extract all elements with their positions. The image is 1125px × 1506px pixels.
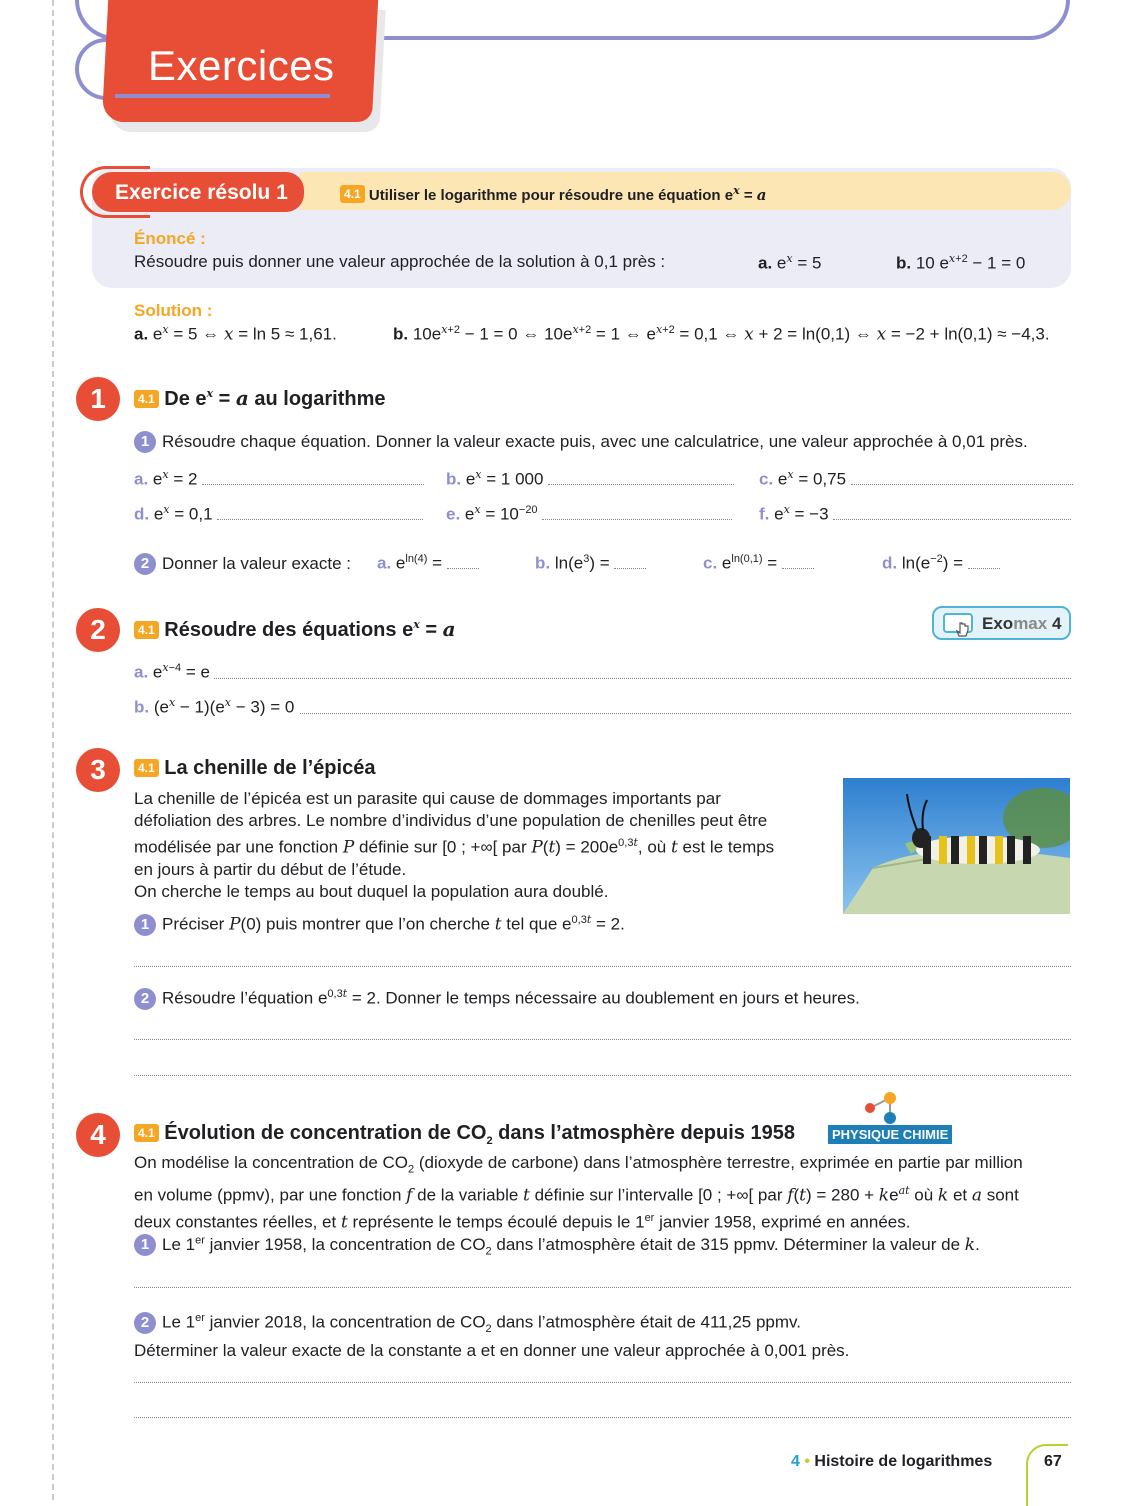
exomax-label: Exomax 4 xyxy=(982,614,1062,633)
question-1: 1 Résoudre chaque équation. Donner la valeur exacte puis, avec une calculatrice, une valeur approchée à 0,01 près. xyxy=(134,431,1028,453)
caterpillar-photo xyxy=(843,778,1070,914)
item-a: a. $e^{x-4} = e$ xyxy=(134,661,210,682)
answer-line[interactable] xyxy=(851,470,1073,485)
answer-line[interactable] xyxy=(134,1039,1071,1040)
answer-line[interactable] xyxy=(134,1382,1071,1383)
exercise-title: 4.1 De $e^x = a$ au logarithme xyxy=(134,386,386,411)
exercise-title: 4.1 Évolution de concentration de $CO_2$ dans l’atmosphère depuis 1958 xyxy=(134,1122,795,1147)
solved-exercise-subtitle: 4.1 Utiliser le logarithme pour résoudre une équation $e^x = a$ xyxy=(340,184,767,204)
skill-badge: 4.1 xyxy=(134,759,159,777)
solution-heading: Solution : xyxy=(134,301,213,320)
physique-chimie-badge: PHYSIQUE CHIMIE xyxy=(828,1125,952,1144)
exercise-title: 4.1 La chenille de l’épicéa xyxy=(134,757,375,780)
item-b: b. $(e^x - 1)(e^x - 3) = 0$ xyxy=(134,696,295,717)
answer-line[interactable] xyxy=(614,554,646,569)
answer-line[interactable] xyxy=(134,966,1071,967)
touchscreen-icon xyxy=(942,612,976,638)
exercise-statement: On modélise la concentration de $CO_2$ (dioxyde de carbone) dans l’atmosphère terrestre, exprimée en partie par million en volume (ppmv), par une fonction f de la variable t définie sur l’intervalle [0 ; +∞[ par $f(t) = 280 + ke^{at}$ où k et a sont deux constantes réelles, et t représente le temps écoulé depuis le 1er janvier 1958, exprimé en années. xyxy=(134,1153,1023,1233)
exercise-number: 2 xyxy=(76,608,120,652)
answer-line[interactable] xyxy=(548,470,734,485)
page-number: 67 xyxy=(1044,1453,1062,1470)
answer-line[interactable] xyxy=(300,713,1071,714)
solution-b: b. $10e^{x+2} - 1 = 0$ ⇔ $10e^{x+2} = 1$ ⇔ $e^{x+2} = 0,1$ ⇔ x + 2 = ln(0,1) ⇔ x = −2 + ln(0,1) ≈ −4,3. xyxy=(393,323,1050,345)
enonce-b: b. 10 $e^{x+2} - 1 = 0$ xyxy=(896,252,1026,273)
enonce-heading: Énoncé : xyxy=(134,229,206,248)
item-e: e. $e^x = 10^{-20}$ xyxy=(446,503,732,525)
answer-line[interactable] xyxy=(134,1417,1071,1418)
solution-a: a. $e^x = 5$ ⇔ x = ln 5 ≈ 1,61. xyxy=(134,323,337,345)
exercise-number: 4 xyxy=(76,1113,120,1157)
question-2: 2 Le 1er janvier 2018, la concentration de $CO_2$ dans l’atmosphère était de 411,25 ppmv. Déterminer la valeur exacte de la constante a et en donner une valeur approchée à 0,001 près. xyxy=(134,1312,850,1361)
footer-chapter: 4 • Histoire de logarithmes xyxy=(791,1453,993,1470)
question-1: 1 Le 1er janvier 1958, la concentration de $CO_2$ dans l’atmosphère était de 315 ppmv. Déterminer la valeur de k. xyxy=(134,1234,980,1257)
answer-line[interactable] xyxy=(202,470,424,485)
skill-badge: 4.1 xyxy=(134,1124,159,1142)
item-2a: a. $e^{ln(4)}$ = xyxy=(377,553,479,574)
skill-badge: 4.1 xyxy=(134,390,159,408)
answer-line[interactable] xyxy=(217,505,423,520)
answer-line[interactable] xyxy=(447,554,479,569)
item-2c: c. $e^{ln(0,1)}$ = xyxy=(703,553,814,574)
question-2: 2 Donner la valeur exacte : xyxy=(134,553,351,575)
enonce-a: a. $e^x = 5$ xyxy=(758,252,822,273)
margin-dash-line xyxy=(52,0,54,1500)
page-title: Exercices xyxy=(148,42,335,89)
item-d: d. $e^x = 0,1$ xyxy=(134,503,423,525)
item-c: c. $e^x = 0,75$ xyxy=(759,468,1073,490)
answer-line[interactable] xyxy=(134,1287,1071,1288)
question-1: 1 Préciser P(0) puis montrer que l’on cherche t tel que $e^{0,3t} = 2$. xyxy=(134,913,625,936)
exercise-title: 4.1 Résoudre des équations $e^x = a$ xyxy=(134,617,456,642)
skill-badge: 4.1 xyxy=(340,185,365,203)
answer-line[interactable] xyxy=(214,678,1071,679)
title-underline xyxy=(115,94,330,98)
skill-badge: 4.1 xyxy=(134,621,159,639)
answer-line[interactable] xyxy=(542,505,732,520)
item-a: a. $e^x = 2$ xyxy=(134,468,424,490)
item-2b: b. $\ln(e^3)$ = xyxy=(535,553,646,574)
exercise-number: 3 xyxy=(76,748,120,792)
exomax-button[interactable] xyxy=(932,606,1071,640)
exercise-number: 1 xyxy=(76,377,120,421)
item-b: b. $e^x = 1$ 000 xyxy=(446,468,734,490)
answer-line[interactable] xyxy=(968,554,1000,569)
exercise-statement: La chenille de l’épicéa est un parasite qui cause de dommages importants par défoliation des arbres. Le nombre d’individus d’une population de chenilles peut être modélisée par une fonction P définie sur [0 ; +∞[ par $P(t) = 200e^{0,3t}$, où t est le temps en jours à partir du début de l’étude. On cherche le temps au bout duquel la population aura doublé. xyxy=(134,789,775,901)
answer-line[interactable] xyxy=(782,554,814,569)
solved-exercise-label: Exercice résolu 1 xyxy=(115,181,288,204)
item-2d: d. $\ln(e^{-2})$ = xyxy=(882,553,1000,574)
enonce-text: Résoudre puis donner une valeur approchée de la solution à 0,1 près : xyxy=(134,252,666,271)
answer-line[interactable] xyxy=(833,505,1071,520)
question-2: 2 Résoudre l’équation $e^{0,3t} = 2$. Donner le temps nécessaire au doublement en jours et heures. xyxy=(134,987,860,1010)
molecule-icon xyxy=(860,1088,902,1128)
item-f: f. $e^x = -3$ xyxy=(759,503,1071,525)
answer-line[interactable] xyxy=(134,1075,1071,1076)
